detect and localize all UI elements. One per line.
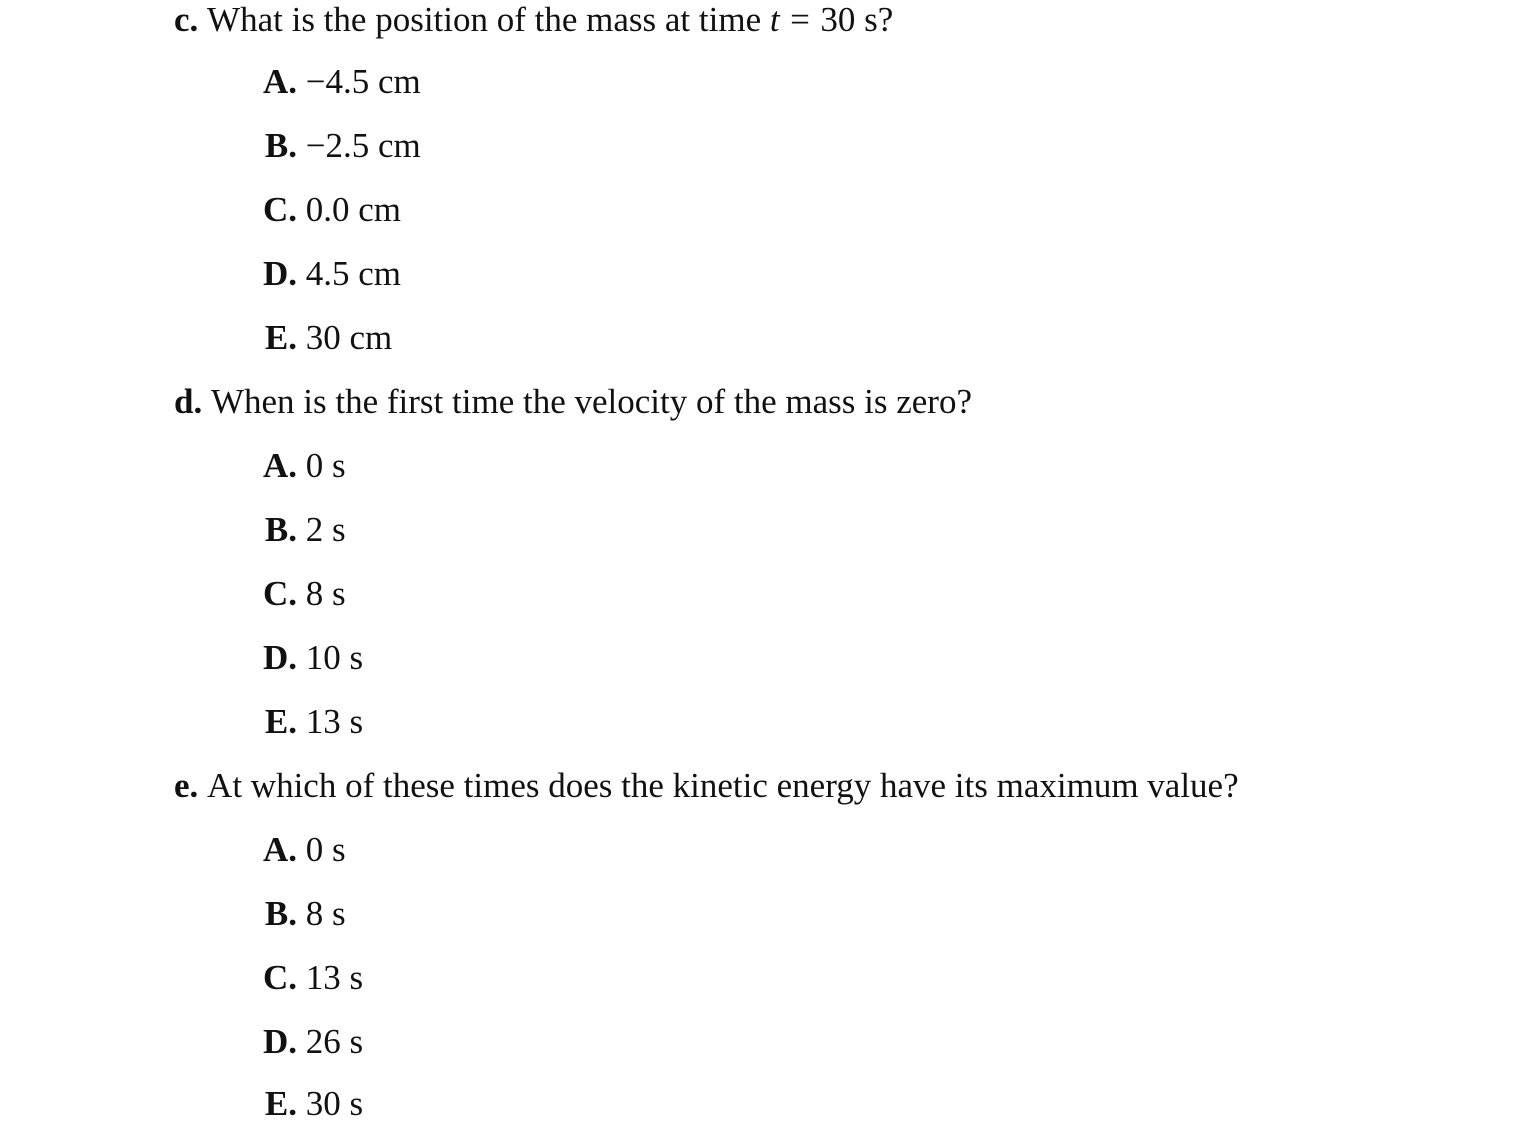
option-text: 30 cm xyxy=(305,318,393,357)
question-text-end: 30 s? xyxy=(820,0,894,39)
option-letter: C. xyxy=(262,190,297,229)
option-e-e[interactable] xyxy=(250,1084,363,1124)
option-text: 2 s xyxy=(305,510,346,549)
question-c xyxy=(174,0,893,40)
option-d-a[interactable] xyxy=(250,446,346,486)
option-text: −4.5 cm xyxy=(305,62,421,101)
option-e-b[interactable] xyxy=(250,894,346,934)
option-text: 0 s xyxy=(305,446,346,485)
question-label: d. xyxy=(174,382,203,421)
option-letter: B. xyxy=(264,126,297,165)
question-label: e. xyxy=(174,766,199,805)
option-letter: D. xyxy=(262,638,297,677)
option-c-e[interactable] xyxy=(250,318,392,358)
option-letter: E. xyxy=(264,1084,297,1123)
math-variable: t xyxy=(769,0,780,39)
question-text: When is the first time the velocity of the mass is zero? xyxy=(210,382,972,421)
option-letter: B. xyxy=(264,510,297,549)
option-d-d[interactable] xyxy=(250,638,363,678)
option-letter: A. xyxy=(262,62,297,101)
option-letter: D. xyxy=(262,1022,297,1061)
option-letter: C. xyxy=(262,958,297,997)
option-text: 26 s xyxy=(305,1022,364,1061)
option-c-a[interactable] xyxy=(250,62,421,102)
option-letter: D. xyxy=(262,254,297,293)
option-text: 8 s xyxy=(305,574,346,613)
option-text: 4.5 cm xyxy=(305,254,402,293)
option-text: 13 s xyxy=(305,958,364,997)
option-text: 0.0 cm xyxy=(305,190,402,229)
option-text: 0 s xyxy=(305,830,346,869)
option-d-b[interactable] xyxy=(250,510,346,550)
option-c-c[interactable] xyxy=(250,190,401,230)
option-text: 30 s xyxy=(305,1084,364,1123)
question-text: At which of these times does the kinetic energy have its maximum value? xyxy=(207,766,1239,805)
math-relation: = xyxy=(790,0,810,39)
option-e-a[interactable] xyxy=(250,830,346,870)
option-letter: C. xyxy=(262,574,297,613)
option-letter: A. xyxy=(262,446,297,485)
option-text: 13 s xyxy=(305,702,364,741)
option-letter: E. xyxy=(264,318,297,357)
option-text: 8 s xyxy=(305,894,346,933)
option-letter: E. xyxy=(264,702,297,741)
question-e xyxy=(174,766,1239,806)
option-e-d[interactable] xyxy=(250,1022,363,1062)
option-c-b[interactable] xyxy=(250,126,421,166)
option-letter: B. xyxy=(264,894,297,933)
question-text: What is the position of the mass at time xyxy=(207,0,762,39)
option-d-c[interactable] xyxy=(250,574,346,614)
option-c-d[interactable] xyxy=(250,254,401,294)
option-d-e[interactable] xyxy=(250,702,363,742)
option-text: −2.5 cm xyxy=(305,126,421,165)
option-e-c[interactable] xyxy=(250,958,363,998)
question-d xyxy=(174,382,972,422)
option-text: 10 s xyxy=(305,638,364,677)
question-label: c. xyxy=(174,0,199,39)
option-letter: A. xyxy=(262,830,297,869)
